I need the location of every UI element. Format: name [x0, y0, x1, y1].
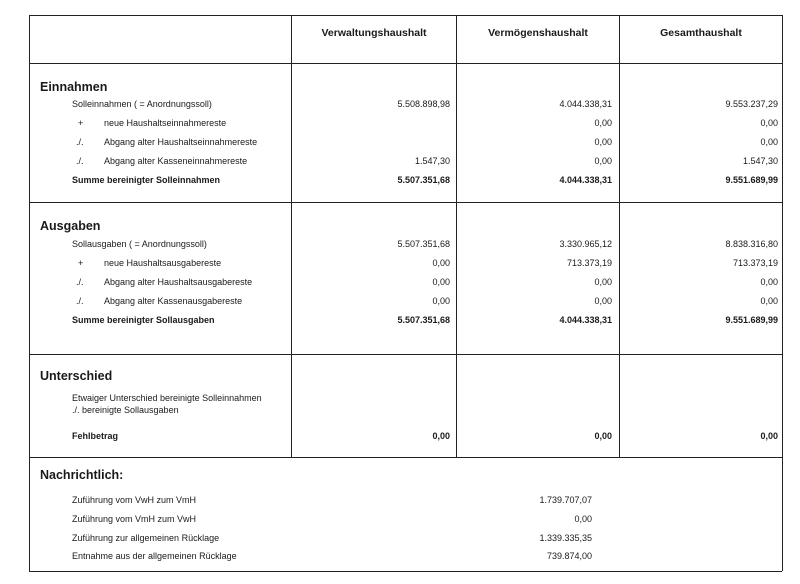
table-border-right [782, 15, 783, 571]
section-title-unterschied: Unterschied [40, 369, 113, 383]
table-border-left [29, 15, 30, 571]
fehlbetrag-gesamt: 0,00 [760, 431, 778, 441]
header-divider [29, 63, 782, 64]
fehlbetrag-vmh: 0,00 [594, 431, 612, 441]
ausgaben-divider [29, 354, 782, 355]
einnahmen-row-sign: + [78, 118, 84, 128]
ausgaben-row-gesamt: 0,00 [760, 296, 778, 306]
einnahmen-row-vmh: 0,00 [594, 118, 612, 128]
table-border-top [29, 15, 782, 16]
einnahmen-sum-vwh: 5.507.351,68 [397, 175, 450, 185]
einnahmen-row-sign: ./. [76, 137, 84, 147]
unterschied-text-line-2: ./. bereinigte Sollausgaben [72, 405, 179, 415]
ausgaben-row-vwh: 5.507.351,68 [397, 239, 450, 249]
column-divider-2 [456, 15, 457, 457]
ausgaben-sum-vmh: 4.044.338,31 [559, 315, 612, 325]
einnahmen-row-gesamt: 0,00 [760, 118, 778, 128]
ausgaben-sum-vwh: 5.507.351,68 [397, 315, 450, 325]
ausgaben-row-vmh: 0,00 [594, 296, 612, 306]
ausgaben-row-vmh: 0,00 [594, 277, 612, 287]
nachrichtlich-row-label: Zuführung zur allgemeinen Rücklage [72, 533, 220, 543]
ausgaben-row-gesamt: 713.373,19 [732, 258, 778, 268]
ausgaben-sum-label: Summe bereinigter Sollausgaben [72, 315, 215, 325]
header-gesamthaushalt: Gesamthaushalt [660, 27, 742, 39]
einnahmen-row-vmh: 4.044.338,31 [559, 99, 612, 109]
einnahmen-row-sign: ./. [76, 156, 84, 166]
nachrichtlich-row-value: 0,00 [574, 514, 592, 524]
ausgaben-row-label: Abgang alter Haushaltsausgabereste [104, 277, 253, 287]
nachrichtlich-row-value: 1.339.335,35 [539, 533, 592, 543]
nachrichtlich-row-label: Zuführung vom VwH zum VmH [72, 495, 197, 505]
einnahmen-row-label: Abgang alter Haushaltseinnahmereste [104, 137, 258, 147]
einnahmen-row-vmh: 0,00 [594, 156, 612, 166]
ausgaben-row-gesamt: 8.838.316,80 [725, 239, 778, 249]
unterschied-divider [29, 457, 782, 458]
einnahmen-row-gesamt: 0,00 [760, 137, 778, 147]
ausgaben-row-label: Abgang alter Kassenausgabereste [104, 296, 243, 306]
einnahmen-row-label: Solleinnahmen ( = Anordnungssoll) [72, 99, 212, 109]
nachrichtlich-row-value: 739.874,00 [546, 551, 592, 561]
ausgaben-row-sign: + [78, 258, 84, 268]
nachrichtlich-row-value: 1.739.707,07 [539, 495, 592, 505]
section-title-nachrichtlich: Nachrichtlich: [40, 468, 124, 482]
ausgaben-row-label: neue Haushaltsausgabereste [104, 258, 222, 268]
einnahmen-row-label: neue Haushaltseinnahmereste [104, 118, 227, 128]
einnahmen-row-gesamt: 9.553.237,29 [725, 99, 778, 109]
header-verwaltungshaushalt: Verwaltungshaushalt [321, 27, 427, 39]
einnahmen-sum-gesamt: 9.551.689,99 [725, 175, 778, 185]
header-vermoegenshaushalt: Vermögenshaushalt [488, 27, 588, 39]
section-title-ausgaben: Ausgaben [40, 219, 101, 233]
column-divider-1 [291, 15, 292, 457]
ausgaben-row-vwh: 0,00 [432, 277, 450, 287]
nachrichtlich-row-label: Zuführung vom VmH zum VwH [72, 514, 197, 524]
einnahmen-row-vmh: 0,00 [594, 137, 612, 147]
einnahmen-divider [29, 202, 782, 203]
fehlbetrag-vwh: 0,00 [432, 431, 450, 441]
ausgaben-row-vwh: 0,00 [432, 258, 450, 268]
einnahmen-row-vwh: 1.547,30 [414, 156, 450, 166]
ausgaben-row-vwh: 0,00 [432, 296, 450, 306]
ausgaben-row-gesamt: 0,00 [760, 277, 778, 287]
section-title-einnahmen: Einnahmen [40, 80, 108, 94]
einnahmen-row-vwh: 5.508.898,98 [397, 99, 450, 109]
ausgaben-row-sign: ./. [76, 296, 84, 306]
fehlbetrag-label: Fehlbetrag [72, 431, 119, 441]
ausgaben-sum-gesamt: 9.551.689,99 [725, 315, 778, 325]
einnahmen-sum-vmh: 4.044.338,31 [559, 175, 612, 185]
ausgaben-row-label: Sollausgaben ( = Anordnungssoll) [72, 239, 207, 249]
ausgaben-row-vmh: 3.330.965,12 [559, 239, 612, 249]
einnahmen-row-label: Abgang alter Kasseneinnahmereste [104, 156, 248, 166]
nachrichtlich-row-label: Entnahme aus der allgemeinen Rücklage [72, 551, 237, 561]
einnahmen-row-gesamt: 1.547,30 [742, 156, 778, 166]
table-border-bottom [29, 571, 782, 572]
ausgaben-row-sign: ./. [76, 277, 84, 287]
ausgaben-row-vmh: 713.373,19 [566, 258, 612, 268]
column-divider-3 [619, 15, 620, 457]
einnahmen-sum-label: Summe bereinigter Solleinnahmen [72, 175, 221, 185]
unterschied-text-line-1: Etwaiger Unterschied bereinigte Solleinnahmen [72, 393, 262, 403]
